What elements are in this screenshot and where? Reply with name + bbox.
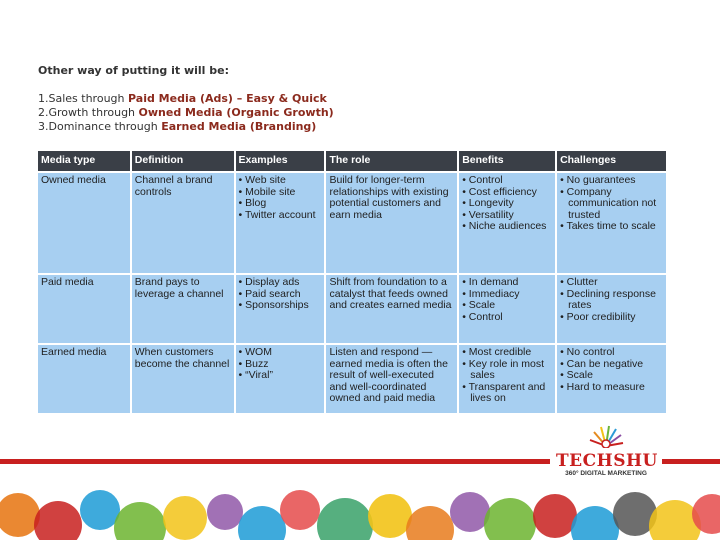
- list-item: • No guarantees: [560, 175, 663, 187]
- list-item: • Display ads: [239, 277, 322, 289]
- cell-examples: [235, 274, 326, 344]
- cell-examples: [235, 172, 326, 274]
- list-item: • In demand: [462, 277, 552, 289]
- cell-definition: Channel a brand controls: [131, 172, 235, 274]
- header-challenges: Challenges: [556, 151, 667, 172]
- cell-benefits: [458, 172, 556, 274]
- cell-media-type: Paid media: [38, 274, 131, 344]
- logo-sunburst-icon: [586, 424, 626, 448]
- techshu-logo: [556, 424, 656, 480]
- intro-highlight-2: Owned Media (Organic Growth): [138, 106, 334, 119]
- list-item: • “Viral”: [239, 370, 322, 382]
- cell-benefits: [458, 274, 556, 344]
- list-item: • No control: [560, 347, 663, 359]
- list-item: • Key role in most sales: [462, 359, 552, 382]
- list-item: • Niche audiences: [462, 221, 552, 233]
- list-item: • Versatility: [462, 210, 552, 222]
- list-item: • Can be negative: [560, 359, 663, 371]
- cell-challenges: [556, 344, 667, 414]
- header-role: The role: [325, 151, 458, 172]
- cell-role: Shift from foundation to a catalyst that feeds owned and creates earned media: [325, 274, 458, 344]
- list-item: • Blog: [239, 198, 322, 210]
- header-media-type: Media type: [38, 151, 131, 172]
- list-item: • Buzz: [239, 359, 322, 371]
- cell-examples: [235, 344, 326, 414]
- cell-media-type: Owned media: [38, 172, 131, 274]
- list-item: • Hard to measure: [560, 382, 663, 394]
- logo-name: TECHSHU: [556, 451, 658, 471]
- list-item: • Sponsorships: [239, 300, 322, 312]
- header-definition: Definition: [131, 151, 235, 172]
- list-item: • WOM: [239, 347, 322, 359]
- intro-highlight-3: Earned Media (Branding): [161, 120, 317, 133]
- cell-media-type: Earned media: [38, 344, 131, 414]
- list-item: • Scale: [462, 300, 552, 312]
- intro-heading: Other way of putting it will be:: [38, 64, 229, 77]
- divider-bar-right: [662, 459, 720, 464]
- decorative-circles-banner: [0, 480, 720, 540]
- list-item: • Clutter: [560, 277, 663, 289]
- list-item: • Mobile site: [239, 187, 322, 199]
- table-row: [38, 172, 667, 274]
- list-item: • Twitter account: [239, 210, 322, 222]
- list-item: • Takes time to scale: [560, 221, 663, 233]
- media-comparison-table: [38, 151, 668, 415]
- list-item: • Immediacy: [462, 289, 552, 301]
- list-item: • Company communication not trusted: [560, 187, 663, 222]
- list-item: • Paid search: [239, 289, 322, 301]
- cell-benefits: [458, 344, 556, 414]
- intro-line-1: 1.Sales through Paid Media (Ads) – Easy & Quick: [38, 92, 327, 105]
- list-item: • Declining response rates: [560, 289, 663, 312]
- intro-highlight-1: Paid Media (Ads) – Easy & Quick: [128, 92, 327, 105]
- list-item: • Poor credibility: [560, 312, 663, 324]
- list-item: • Most credible: [462, 347, 552, 359]
- table-header-row: [38, 151, 667, 172]
- table-row: [38, 344, 667, 414]
- intro-line-2: 2.Growth through Owned Media (Organic Growth): [38, 106, 334, 119]
- cell-challenges: [556, 172, 667, 274]
- list-item: • Scale: [560, 370, 663, 382]
- table-row: [38, 274, 667, 344]
- cell-definition: When customers become the channel: [131, 344, 235, 414]
- cell-role: Listen and respond — earned media is often the result of well-executed and well-coordinated owned and paid media: [325, 344, 458, 414]
- cell-role: Build for longer-term relationships with existing potential customers and earn media: [325, 172, 458, 274]
- list-item: • Cost efficiency: [462, 187, 552, 199]
- list-item: • Web site: [239, 175, 322, 187]
- header-benefits: Benefits: [458, 151, 556, 172]
- list-item: • Control: [462, 312, 552, 324]
- cell-definition: Brand pays to leverage a channel: [131, 274, 235, 344]
- intro-text: [38, 64, 334, 134]
- intro-line-3: 3.Dominance through Earned Media (Branding): [38, 120, 317, 133]
- list-item: • Control: [462, 175, 552, 187]
- list-item: • Longevity: [462, 198, 552, 210]
- header-examples: Examples: [235, 151, 326, 172]
- logo-tagline: 360° DIGITAL MARKETING: [565, 470, 647, 477]
- cell-challenges: [556, 274, 667, 344]
- divider-bar-left: [0, 459, 550, 464]
- list-item: • Transparent and lives on: [462, 382, 552, 405]
